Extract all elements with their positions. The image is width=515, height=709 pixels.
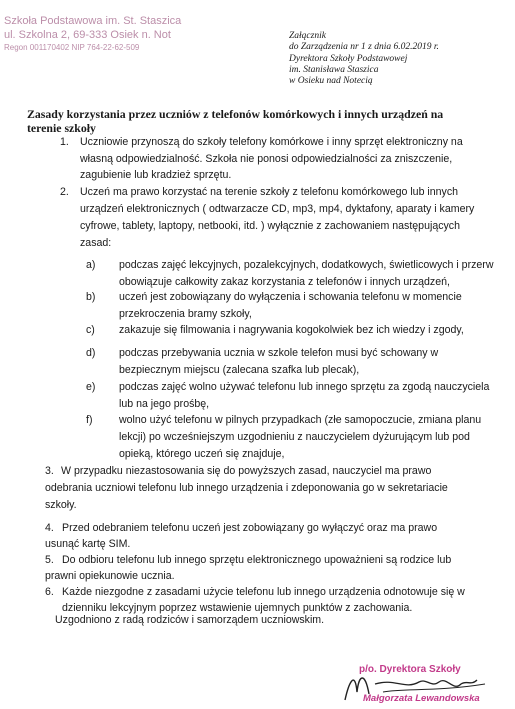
subrule-line: obowiązuje całkowity zakaz korzystania z telefonów i innych urządzeń, <box>119 276 450 288</box>
subrule-line: podczas zajęć lekcyjnych, pozalekcyjnych, dodatkowych, świetlicowych i przerw <box>119 259 494 271</box>
document-title <box>27 108 497 135</box>
rule-line: prawni opiekunowie ucznia. <box>45 570 175 582</box>
rule-number: 1. <box>60 136 69 148</box>
annex-note <box>289 31 509 87</box>
subrule-letter: f) <box>86 414 93 426</box>
rule-line: odebrania uczniowi telefonu lub innego urządzenia i zdeponowania go w sekretariacie <box>45 482 448 494</box>
rule-line: Uczniowie przynoszą do szkoły telefony komórkowe i inny sprzęt elektroniczny na <box>80 136 463 148</box>
closing-statement: Uzgodniono z radą rodziców i samorządem uczniowskim. <box>55 614 325 626</box>
subrule-line: opieką, którego uczeń się znajduje, <box>119 448 285 460</box>
annex-line: Dyrektora Szkoły Podstawowej <box>289 53 408 64</box>
rule-line: cyfrowe, tablety, laptopy, netbooki, itd. ) wyłącznie z zachowaniem następujących <box>80 220 460 232</box>
annex-line: Załącznik <box>289 31 326 41</box>
subrule-letter: c) <box>86 324 95 336</box>
subrule-line: wolno użyć telefonu w pilnych przypadkach (złe samopoczucie, zmiana planu <box>119 414 482 426</box>
subrule-letter: e) <box>86 381 96 393</box>
rule-number: 6. <box>45 586 54 598</box>
rule-line: własną odpowiedzialność. Szkoła nie ponosi odpowiedzialności za zniszczenie, <box>80 153 453 165</box>
title-line: terenie szkoły <box>27 120 96 135</box>
rule-number: 2. <box>60 186 69 198</box>
stamp-school-name: Szkoła Podstawowa im. St. Staszica <box>4 15 182 27</box>
rule-line: Każde niezgodne z zasadami użycie telefonu lub innego urządzenia odnotowuje się w <box>62 586 465 598</box>
signature-name: Małgorzata Lewandowska <box>363 693 480 704</box>
stamp-regon-nip: Regon 001170402 NIP 764-22-62-509 <box>4 43 140 52</box>
school-stamp <box>4 14 194 54</box>
rule-line: szkoły. <box>45 499 77 511</box>
rule-line: urządzeń elektronicznych ( odtwarzacze CD, mp3, mp4, dyktafony, aparaty i kamery <box>80 203 475 215</box>
subrule-line: lub na jego prośbę, <box>119 398 210 410</box>
signature-role: p/o. Dyrektora Szkoły <box>359 664 461 675</box>
rule-line: usunąć kartę SIM. <box>45 538 131 550</box>
title-line: Zasady korzystania przez uczniów z telefonów komórkowych i innych urządzeń na <box>27 107 444 121</box>
subrule-line: uczeń jest zobowiązany do wyłączenia i schowania telefonu w momencie <box>119 291 462 303</box>
subrule-line: podczas przebywania ucznia w szkole telefon musi być schowany w <box>119 347 439 359</box>
annex-line: do Zarządzenia nr 1 z dnia 6.02.2019 r. <box>289 42 439 53</box>
subrule-line: podczas zajęć wolno używać telefonu lub innego sprzętu za zgodą nauczyciela <box>119 381 490 393</box>
rule-number: 5. <box>45 554 54 566</box>
annex-line: w Osieku nad Notecią <box>289 76 373 87</box>
rule-line: dzienniku lekcyjnym poprzez wstawienie ujemnych punktów z zachowania. <box>62 602 413 614</box>
rule-line: zagubienie lub kradzież sprzętu. <box>80 169 232 181</box>
signature-stamp <box>335 662 510 707</box>
subrule-letter: d) <box>86 347 96 359</box>
annex-line: im. Stanisława Staszica <box>289 64 379 75</box>
subrule-line: lekcji) po wcześniejszym uzgodnieniu z nauczycielem dyżurującym lub pod <box>119 431 470 443</box>
subrule-letter: a) <box>86 259 96 271</box>
subrule-line: bezpiecznym miejscu (zalecana szafka lub plecak), <box>119 364 360 376</box>
subrule-letter: b) <box>86 291 96 303</box>
subrule-line: zakazuje się filmowania i nagrywania kogokolwiek bez ich wiedzy i zgody, <box>119 324 464 336</box>
subrule-line: przekroczenia bramy szkoły, <box>119 308 252 320</box>
rule-number: 3. <box>45 465 54 477</box>
rule-line: Przed odebraniem telefonu uczeń jest zobowiązany go wyłączyć oraz ma prawo <box>62 522 438 534</box>
rule-number: 4. <box>45 522 54 534</box>
rule-line: zasad: <box>80 237 112 249</box>
rule-line: W przypadku niezastosowania się do powyższych zasad, nauczyciel ma prawo <box>61 465 432 477</box>
stamp-address: ul. Szkolna 2, 69-333 Osiek n. Not <box>4 29 171 41</box>
rule-line: Uczeń ma prawo korzystać na terenie szkoły z telefonu komórkowego lub innych <box>80 186 459 198</box>
rule-line: Do odbioru telefonu lub innego sprzętu elektronicznego upoważnieni są rodzice lub <box>62 554 452 566</box>
